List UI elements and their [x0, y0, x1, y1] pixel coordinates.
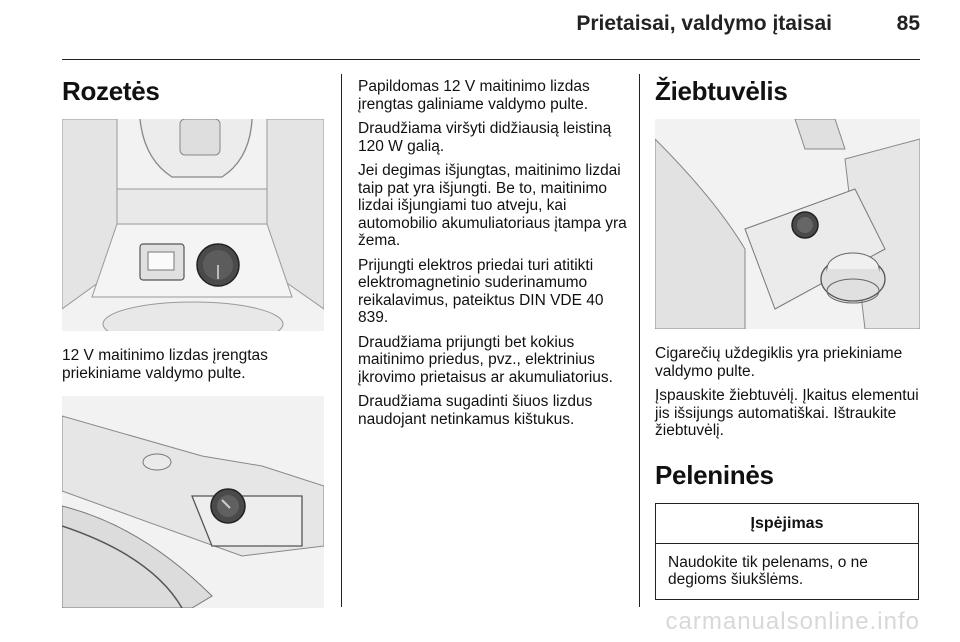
warning-box [655, 503, 919, 600]
paragraph: Papildomas 12 V maitinimo lizdas įrengtas galiniame valdymo pulte. [358, 78, 590, 113]
column-divider-2 [639, 74, 640, 607]
rear-socket-illustration [62, 396, 324, 608]
column-divider-1 [341, 74, 342, 607]
column-sockets [62, 72, 324, 608]
column-lighter [655, 72, 920, 600]
warning-title: Įspėjimas [656, 504, 918, 544]
section-heading-sockets: Rozetės [62, 76, 160, 106]
watermark: carmanualsonline.info [665, 608, 920, 635]
header-divider [62, 59, 920, 60]
paragraph: Cigarečių uždegiklis yra priekiniame valdymo pulte. [655, 345, 903, 380]
paragraph: Įspauskite žiebtuvėlį. Įkaitus elementui jis išsijungs automatiškai. Ištraukite žiebtuvėlį. [655, 387, 919, 439]
warning-body: Naudokite tik pelenams, o ne degioms šiukšlėms. [668, 553, 868, 588]
caption-front-socket: 12 V maitinimo lizdas įrengtas priekiniame valdymo pulte. [62, 347, 268, 382]
paragraph: Prijungti elektros priedai turi atitikti elektromagnetinio suderinamumo reikalavimus, pateiktus DIN VDE 40 839. [358, 256, 604, 326]
section-heading-ashtrays: Peleninės [655, 459, 774, 490]
paragraph: Draudžiama prijungti bet kokius maitinimo priedus, pvz., elektrinius įkrovimo prietaisus ar akumuliatorius. [358, 333, 613, 386]
paragraph: Jei degimas išjungtas, maitinimo lizdai taip pat yra išjungti. Be to, maitinimo lizdai išjungiami tuo atveju, kai automobilio akumuliatoriaus įtampa yra žema. [358, 162, 627, 249]
cigarette-lighter-illustration [655, 119, 920, 329]
paragraph: Draudžiama viršyti didžiausią leistiną 120 W galią. [358, 120, 612, 155]
section-heading-lighter: Žiebtuvėlis [655, 76, 788, 106]
front-socket-illustration [62, 119, 324, 331]
page-number: 85 [896, 12, 920, 35]
column-socket-details [358, 78, 630, 435]
running-header-title: Prietaisai, valdymo įtaisai [576, 12, 832, 35]
paragraph: Draudžiama sugadinti šiuos lizdus naudojant netinkamus kištukus. [358, 393, 593, 428]
